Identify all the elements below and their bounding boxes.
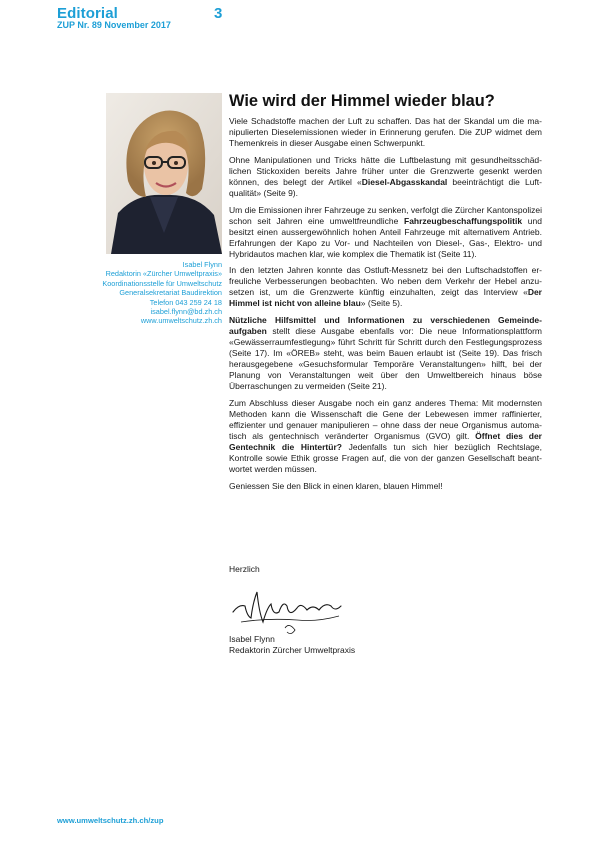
- paragraph-1: Viele Schadstoffe machen der Luft zu schaffen. Das hat der Skandal um die manipulierten Dieselemissionen wieder in Erinnerung gerufen. Die ZUP widmet dem Themenkreis in dieser Ausgabe einen Schwerpunkt.: [229, 116, 542, 149]
- author-email[interactable]: isabel.flynn@bd.zh.ch: [150, 307, 222, 317]
- signature-name: Isabel Flynn: [229, 634, 275, 644]
- paragraph-6: Zum Abschluss dieser Ausgabe noch ein ganz anderes Thema: Mit modernsten Methoden kann die Wissenschaft die Gene der Lebewesen immer raffinierter, effizienter und genauer manipulieren – ohne dass der neue Organismus automatisch als gentechnisch veränderter Organismus (GVO) gilt. Öffnet dies der Gentechnik die Hintertür? Jedenfalls tun sich hier bezüglich Rechtslage, Kontrolle sowie Ethik grosse Fragen auf, die von der ganzen Gesellschaft beantwortet werden müssen.: [229, 398, 543, 475]
- author-photo: [106, 93, 222, 254]
- author-role: Redaktorin «Zürcher Umweltpraxis»: [105, 269, 222, 279]
- highlight-genetics: Öffnet dies der Gentechnik die Hintertür?: [229, 431, 542, 453]
- closing-greeting: Herzlich: [229, 564, 260, 574]
- author-name: Isabel Flynn: [182, 260, 222, 269]
- author-info: [57, 260, 222, 326]
- article: [229, 92, 542, 498]
- footer-link[interactable]: www.umweltschutz.zh.ch/zup: [57, 816, 164, 825]
- article-title: Wie wird der Himmel wieder blau?: [229, 92, 495, 110]
- author-department: Koordinationsstelle für Umweltschutz: [102, 278, 222, 288]
- highlight-tools: Nützliche Hilfsmittel und Informationen zu verschiedenen Gemeindeaufgaben: [229, 315, 542, 337]
- highlight-diesel: Diesel-Abgasskandal: [361, 176, 448, 187]
- paragraph-2: Ohne Manipulationen und Tricks hätte die Luftbelastung mit gesundheitsschädlichen Stickoxiden bereits Jahre früher unter die Grenzwerte gesenkt werden können, des belegt der Artikel «Diesel-Abgasskandal beeinträchtigt die Luftqualität» (Seite 9).: [229, 154, 542, 198]
- header-title: Editorial: [57, 5, 118, 22]
- author-website[interactable]: www.umweltschutz.zh.ch: [140, 316, 222, 326]
- paragraph-7: Geniessen Sie den Blick in einen klaren, blauen Himmel!: [229, 480, 443, 491]
- paragraph-3: Um die Emissionen ihrer Fahrzeuge zu senken, verfolgt die Zürcher Kantonspolizei schon seit Jahren eine umweltfreundliche Fahrzeugbeschaffungspolitik und besitzt einen aussergewöhnlich hohen Anteil Fahrzeuge mit alternativem Antrieb. Erfahrungen der Kapo zu Vor- und Nachteilen von Diesel-, Gas-, Elektro- und Hybridautos machen klar, wie komplex die Thematik ist (Seite 11).: [229, 204, 542, 259]
- page-number: 3: [214, 5, 223, 22]
- signature-role: Redaktorin Zürcher Umweltpraxis: [229, 645, 356, 655]
- issue-label: ZUP Nr. 89 November 2017: [57, 20, 171, 30]
- author-phone: Telefon 043 259 24 18: [149, 297, 222, 307]
- highlight-fleet: Fahrzeugbeschaffungspolitik: [404, 215, 523, 226]
- highlight-interview: Der Himmel ist nicht von alleine blau: [229, 287, 542, 309]
- signature: [227, 582, 347, 638]
- paragraph-4: In den letzten Jahren konnte das Ostluft-Messnetz bei den Luftschadstoffen erfreuliche Verbesserungen beobachten. Wo neben dem Verkehr der Hebel anzusetzen ist, um die Grenzwerte künftig einzuhalten, zeigt das Interview «Der Himmel ist nicht von alleine blau» (Seite 5).: [229, 265, 542, 309]
- paragraph-5: Nützliche Hilfsmittel und Informationen zu verschiedenen Gemeindeaufgaben stellt diese Ausgabe ebenfalls vor: Die neue Informationsplattform «Gewässerraumfestlegung» führt Schritt für Schritt durch den Festlegungsprozess (Seite 17). Im «ÖREB» steht, was beim Bauen erlaubt ist (Seite 19). Das frisch herausgegebene «Gesuchsformular Temporäre Veranstaltungen» hilft, bei der Planung von Veranstaltungen weit über den Umweltbereich hinaus böse Überraschungen zu vermeiden (Seite 21).: [229, 315, 542, 392]
- author-office: Generalsekretariat Baudirektion: [119, 288, 222, 298]
